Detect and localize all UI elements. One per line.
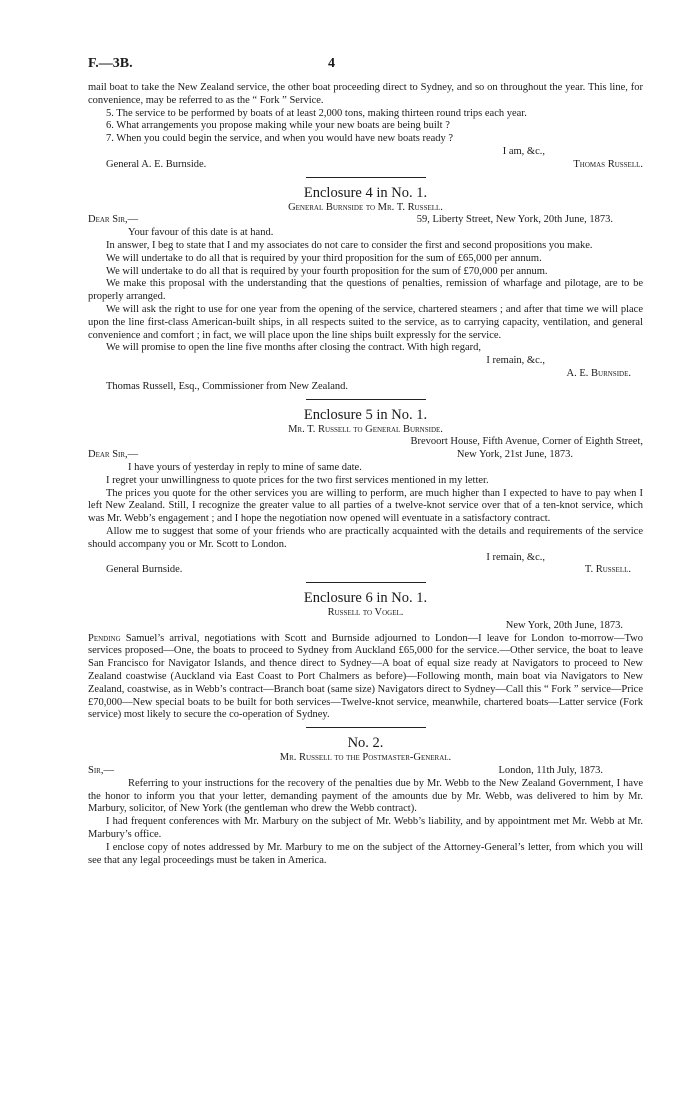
enclosure-title: Enclosure 6 in No. 1.	[303, 590, 428, 607]
paragraph: mail boat to take the New Zealand service, the other boat proceeding direct to Sydney, and so on throughout the year. This line, for convenience, may be referred to as the “ Fork ” Service.	[88, 82, 643, 106]
correspondence-line: Mr. Russell to the Postmaster-General.	[279, 752, 452, 764]
paragraph: The prices you quote for the other services you are willing to perform, are much higher than I expected to have to pay when I left New Zealand. Still, I recognize the greater value to all parties of a twelve-knot service over that of a ten-knot service, which was Mr. Webb’s engagement ; and I hope the negotiation now opened will eventuate in a satisfactory contract.	[88, 487, 643, 525]
letter-continuation	[88, 82, 643, 172]
closing: I remain, &c.,	[486, 551, 545, 563]
paragraph: We will ask the right to use for one year from the opening of the service, chartered steamers ; and after that time we will place upon the line first-class American-built ships, in all respects suited to the service, as to carrying capacity, ventilation, and general convenience and comfort ; in fact, we will place upon the line ships built expressly for the service.	[88, 303, 643, 341]
paragraph: We will undertake to do all that is required by your third proposition for the sum of £65,000 per annum.	[106, 252, 542, 264]
place-date: 59, Liberty Street, New York, 20th June, 1873.	[416, 214, 613, 226]
paragraph: In answer, I beg to state that I and my associates do not care to consider the first and second propositions you make.	[106, 239, 593, 251]
address: Brevoort House, Fifth Avenue, Corner of Eighth Street,	[410, 436, 643, 448]
enclosure-6	[88, 589, 643, 722]
addressee: Thomas Russell, Esq., Commissioner from New Zealand.	[106, 380, 349, 392]
telegram-body: Samuel’s arrival, negotiations with Scott and Burnside adjourned to London—I leave for London to-morrow—Two services proposed—One, the boats to proceed to Sydney from Auckland £65,000 for the service.—Other service, the boat to leave San Francisco for Navigator Islands, and thence direct to Sydney—A boat of equal size ready at Navigators to proceed to New Zealand coastwise (Auckland via East Coast to Port Chalmers as before)—Following month, main boat via Navigators to New Zealand, coastwise, as in Webb’s contract—Branch boat (same size) Navigators direct to Sydney—Call this “ Fork ” service—Price £70,000—New special boats to be built for both services—Twelve-knot service, meanwhile, chartered boats—Latter service (Fork service) most likely to secure the co-operation of Sydney.	[88, 632, 643, 721]
paragraph: 7. When you could begin the service, and when you would have new boats ready ?	[106, 133, 454, 145]
page-header	[88, 56, 643, 72]
date: New York, 21st June, 1873.	[456, 449, 573, 461]
signature-row	[88, 564, 643, 577]
addressee: General A. E. Burnside.	[106, 158, 207, 170]
correspondence-line: General Burnside to Mr. T. Russell.	[288, 201, 443, 213]
section-divider	[306, 582, 426, 583]
paragraph: 6. What arrangements you propose making while your new boats are being built ?	[106, 120, 450, 132]
paragraph: Allow me to suggest that some of your friends who are practically acquainted with the details and requirements of the service should accompany you or Mr. Scott to London.	[88, 525, 643, 550]
salutation-row	[88, 765, 643, 778]
section-divider	[306, 727, 426, 728]
date: New York, 20th June, 1873.	[505, 619, 623, 631]
salutation-row	[88, 449, 643, 462]
paragraph: Your favour of this date is at hand.	[128, 227, 274, 239]
section-divider	[306, 399, 426, 400]
closing: I am, &c.,	[502, 145, 545, 157]
enclosure-title: Enclosure 5 in No. 1.	[303, 406, 428, 423]
salutation: Dear Sir,—	[88, 214, 139, 226]
salutation: Sir,—	[88, 765, 114, 777]
paragraph: I have yours of yesterday in reply to mine of same date.	[128, 461, 362, 473]
paragraph: I had frequent conferences with Mr. Marbury on the subject of Mr. Webb’s liability, and by appointment met Mr. Webb at Mr. Marbury’s office.	[88, 816, 643, 841]
enclosure-title: Enclosure 4 in No. 1.	[303, 184, 428, 201]
paragraph: 5. The service to be performed by boats of at least 2,000 tons, making thirteen round trips each year.	[106, 107, 527, 119]
signature: A. E. Burnside.	[566, 367, 631, 379]
letter-no-2	[88, 734, 643, 867]
correspondence-line: Mr. T. Russell to General Burnside.	[288, 423, 443, 435]
paragraph: I enclose copy of notes addressed by Mr. Marbury to me on the subject of the Attorney-General’s letter, from which you will see that any legal proceedings must be taken in America.	[88, 841, 643, 866]
paragraph: We make this proposal with the understanding that the questions of penalties, remission of wharfage and pilotage, are to be properly arranged.	[88, 278, 643, 303]
correspondence-line: Russell to Vogel.	[327, 607, 404, 619]
document-body	[88, 82, 643, 867]
date: London, 11th July, 1873.	[498, 765, 603, 777]
document-reference: F.—3B.	[88, 56, 133, 71]
paragraph: Referring to your instructions for the recovery of the penalties due by Mr. Webb to the New Zealand Government, I have the honor to inform you that your letter, demanding payment of the amounts due by Mr. Webb, was delivered to him by Mr. Marbury, solicitor, of New York (the gentleman who drew the Webb contract).	[88, 777, 643, 815]
enclosure-4	[88, 184, 643, 394]
section-divider	[306, 177, 426, 178]
closing: I remain, &c.,	[486, 355, 545, 367]
salutation-row	[88, 214, 643, 227]
signature: T. Russell.	[584, 564, 631, 576]
signature: Thomas Russell.	[573, 158, 643, 170]
paragraph: We will undertake to do all that is required by your fourth proposition for the sum of £70,000 per annum.	[106, 265, 548, 277]
paragraph: I regret your unwillingness to quote prices for the two first services mentioned in my letter.	[106, 474, 489, 486]
telegram-text	[88, 633, 643, 723]
page-number: 4	[328, 56, 335, 71]
salutation: Dear Sir,—	[88, 449, 139, 461]
letter-title: No. 2.	[347, 735, 384, 752]
enclosure-5	[88, 406, 643, 578]
signature-row	[88, 159, 643, 172]
lead-word: Pending	[88, 632, 121, 644]
addressee: General Burnside.	[106, 564, 183, 576]
paragraph: We will promise to open the line five months after closing the contract. With high regard,	[106, 342, 481, 354]
